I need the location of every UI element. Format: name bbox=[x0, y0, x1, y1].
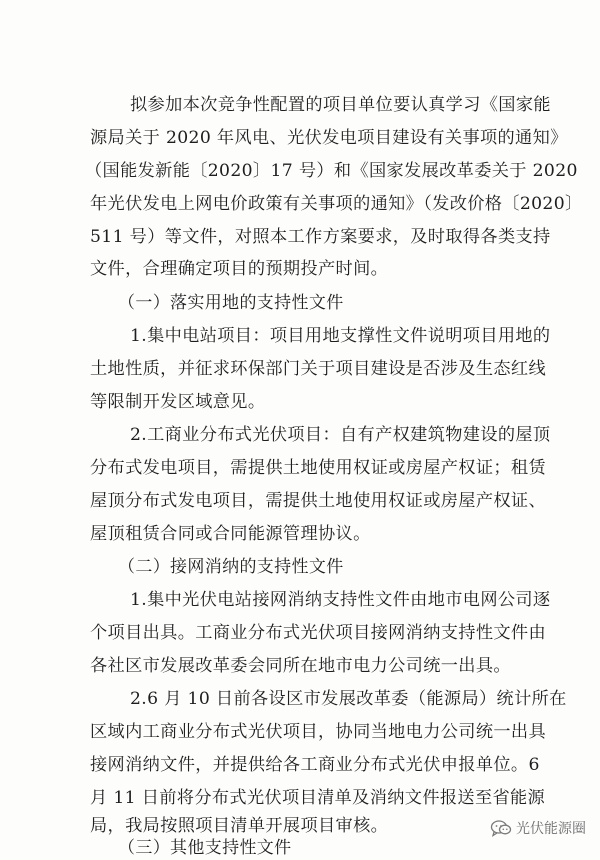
paragraph-1-line-6: 文件，合理确定项目的预期投产时间。 bbox=[90, 259, 389, 279]
wechat-official-account-icon bbox=[490, 819, 512, 837]
item-1-1-line-3: 等限制开发区域意见。 bbox=[90, 392, 266, 412]
section-heading-1: （一）落实用地的支持性文件 bbox=[118, 293, 344, 313]
item-2-1-line-1: 1.集中光伏电站接网消纳支持性文件由地市电网公司逐 bbox=[130, 590, 551, 610]
item-1-2-line-2: 分布式发电项目，需提供土地使用权证或房屋产权证；租赁 bbox=[90, 458, 546, 478]
item-2-2-line-3: 接网消纳文件，并提供给各工商业分布式光伏申报单位。6 bbox=[90, 755, 540, 775]
item-2-2-line-5: 局，我局按照项目清单开展项目审核。 bbox=[90, 816, 389, 836]
item-2-1-line-2: 个项目出具。工商业分布式光伏项目接网消纳支持性文件由 bbox=[90, 623, 546, 643]
watermark-text: 光伏能源圈 bbox=[516, 821, 586, 837]
paragraph-1-line-2: 源局关于 2020 年风电、光伏发电项目建设有关事项的通知》 bbox=[90, 128, 568, 148]
section-heading-2: （二）接网消纳的支持性文件 bbox=[118, 557, 344, 577]
item-1-2-line-1: 2.工商业分布式光伏项目：自有产权建筑物建设的屋顶 bbox=[130, 425, 551, 445]
item-1-1-line-1: 1.集中电站项目：项目用地支撑性文件说明项目用地的 bbox=[130, 326, 551, 346]
item-2-2-line-1: 2.6 月 10 日前各设区市发展改革委（能源局）统计所在 bbox=[130, 689, 567, 709]
item-2-2-line-4: 月 11 日前将分布式光伏项目清单及消纳文件报送至省能源 bbox=[90, 788, 546, 808]
item-2-1-line-3: 各社区市发展改革委会同所在地市电力公司统一出具。 bbox=[90, 656, 511, 676]
item-1-2-line-4: 屋顶租赁合同或合同能源管理协议。 bbox=[90, 524, 371, 544]
paragraph-1-line-4: 年光伏发电上网电价政策有关事项的通知》（发改价格〔2020〕 bbox=[90, 194, 583, 214]
section-heading-3: （三）其他支持性文件 bbox=[118, 838, 292, 858]
item-1-2-line-3: 屋顶分布式发电项目，需提供土地使用权证或房屋产权证、 bbox=[90, 491, 546, 511]
paragraph-1-line-5: 511 号）等文件，对照本工作方案要求，及时取得各类支持 bbox=[90, 227, 551, 247]
item-2-2-line-2: 区域内工商业分布式光伏项目，协同当地电力公司统一出具 bbox=[90, 722, 546, 742]
paragraph-1-line-1: 拟参加本次竞争性配置的项目单位要认真学习《国家能 bbox=[130, 95, 551, 115]
paragraph-1-line-3: （国能发新能〔2020〕17 号）和《国家发展改革委关于 2020 bbox=[85, 161, 578, 181]
watermark bbox=[490, 818, 586, 838]
item-1-1-line-2: 土地性质，并征求环保部门关于项目建设是否涉及生态红线 bbox=[90, 359, 546, 379]
